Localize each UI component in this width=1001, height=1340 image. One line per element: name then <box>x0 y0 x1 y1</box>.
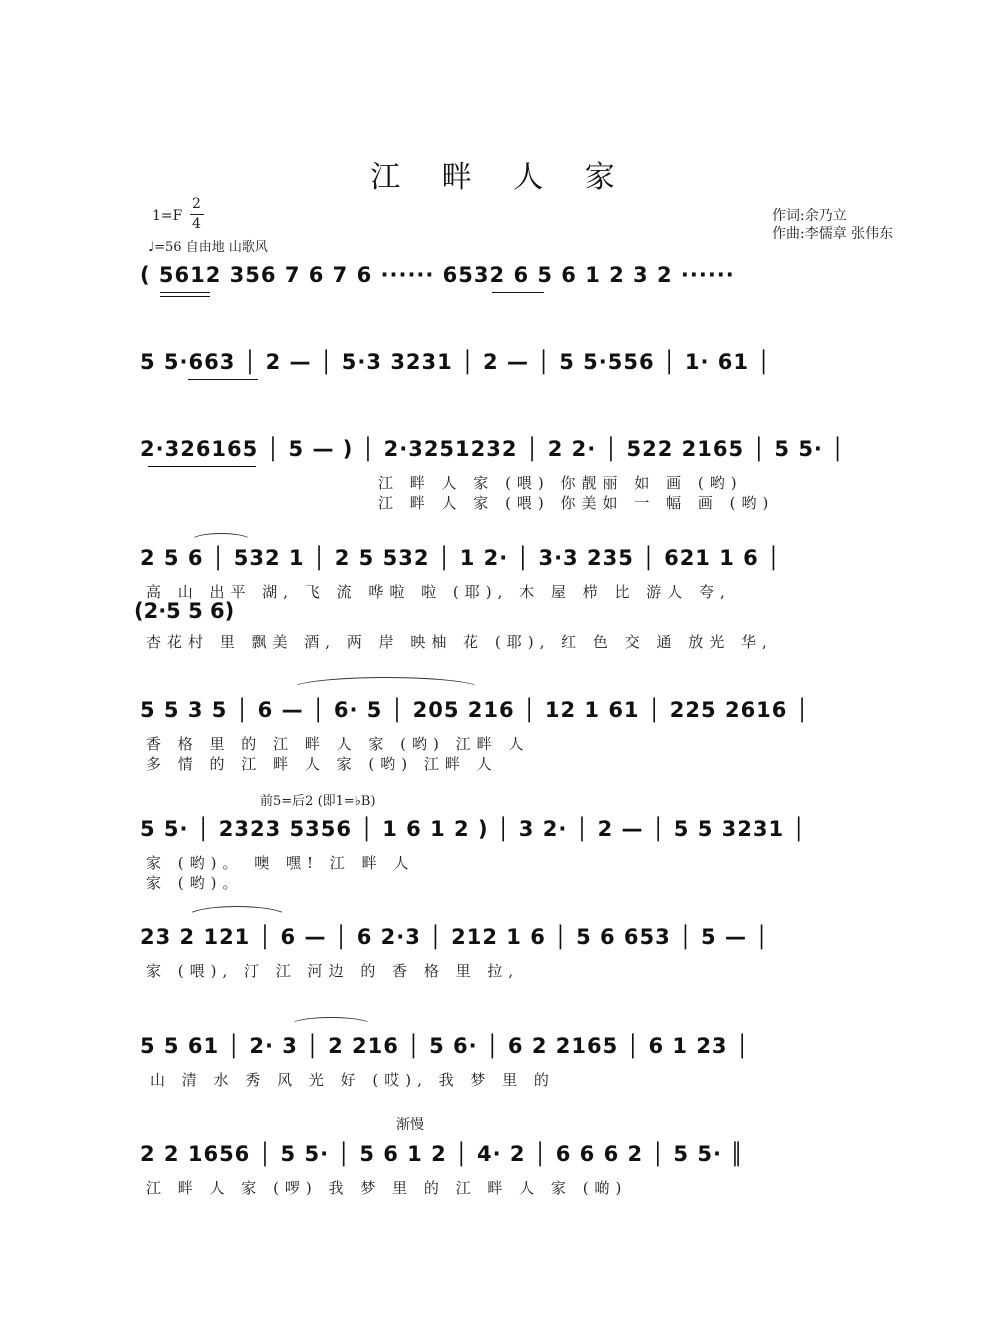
beat-underline <box>492 292 544 293</box>
beat-underline <box>160 292 210 293</box>
notes-line: 2 2 1656 │ 5 5· │ 5 6 1 2 │ 4· 2 │ 6 6 6 2 │ 5 5· ║ <box>140 1142 744 1166</box>
notes-line: 2 5 6 │ 532 1 │ 2 5 532 │ 1 2· │ 3·3 235 │ 621 1 6 │ <box>140 546 781 570</box>
lyric-verse-1: 江 畔 人 家 (喂) 你靓丽 如 画 (哟) <box>378 474 743 492</box>
lyric-verse-1: 山 清 水 秀 风 光 好 (哎), 我 梦 里 的 <box>150 1071 555 1089</box>
notes-line: 5 5· │ 2323 5356 │ 1 6 1 2 ) │ 3 2· │ 2 — │ 5 5 3231 │ <box>140 817 807 841</box>
tempo-marking: ♩=56 自由地 山歌风 <box>148 240 268 255</box>
composer-credit: 作曲:李儒章 张伟东 <box>772 226 894 242</box>
beat-underline <box>148 466 256 467</box>
tie <box>290 677 482 701</box>
tempo-change-marking: 渐慢 <box>396 1117 424 1133</box>
time-signature-top: 2 <box>192 196 201 212</box>
slur <box>190 533 252 549</box>
lyric-verse-2: 家 (哟)。 <box>146 874 244 892</box>
lyric-verse-2: 杏花村 里 飘美 酒, 两 岸 映柚 花 (耶), 红 色 交 通 放光 华, <box>146 633 773 651</box>
notes-line: 5 5·663 │ 2 — │ 5·3 3231 │ 2 — │ 5 5·556 │ 1· 61 │ <box>140 350 771 374</box>
alternate-notes: (2·5 5 6) <box>134 599 235 623</box>
beat-underline <box>188 379 258 380</box>
slur <box>186 906 288 928</box>
lyric-verse-1: 家 (哟)。 噢 嘿! 江 畔 人 <box>146 854 415 872</box>
tie <box>290 1017 372 1033</box>
key-signature: 1=F <box>152 208 183 224</box>
lyric-verse-1: 香 格 里 的 江 畔 人 家 (哟) 江畔 人 <box>146 735 530 753</box>
notes-line: 23 2 121 │ 6 — │ 6 2·3 │ 212 1 6 │ 5 6 653 │ 5 — │ <box>140 925 769 949</box>
notes-line: 5 5 3 5 │ 6 — │ 6· 5 │ 205 216 │ 12 1 61 │ 225 2616 │ <box>140 698 810 722</box>
time-signature-bottom: 4 <box>192 216 201 232</box>
notes-line: 5 5 61 │ 2· 3 │ 2 216 │ 5 6· │ 6 2 2165 │ 6 1 23 │ <box>140 1034 750 1058</box>
lyric-verse-1: 江 畔 人 家 (啰) 我 梦 里 的 江 畔 人 家 (啲) <box>146 1179 628 1197</box>
notes-line: 2·326165 │ 5 — ) │ 2·3251232 │ 2 2· │ 522 2165 │ 5 5· │ <box>140 437 845 461</box>
lyric-verse-2: 江 畔 人 家 (喂) 你美如 一 幅 画 (哟) <box>378 494 775 512</box>
time-signature-line <box>190 214 204 215</box>
modulation-marking: 前5=后2 (即1=♭B) <box>260 794 376 809</box>
song-title: 江 畔 人 家 <box>370 160 631 195</box>
lyric-verse-1: 家 (喂), 汀 江 河边 的 香 格 里 拉, <box>146 962 520 980</box>
notes-line: ( 5612 356 7 6 7 6 ······ 6532 6 5 6 1 2 3 2 ······ <box>140 263 735 287</box>
beat-underline <box>160 296 210 297</box>
lyricist-credit: 作词:余乃立 <box>772 208 847 224</box>
lyric-verse-2: 多 情 的 江 畔 人 家 (哟) 江畔 人 <box>146 755 498 773</box>
lyric-verse-1: 高 山 出平 湖, 飞 流 哗啦 啦 (耶), 木 屋 栉 比 游人 夸, <box>146 583 731 601</box>
